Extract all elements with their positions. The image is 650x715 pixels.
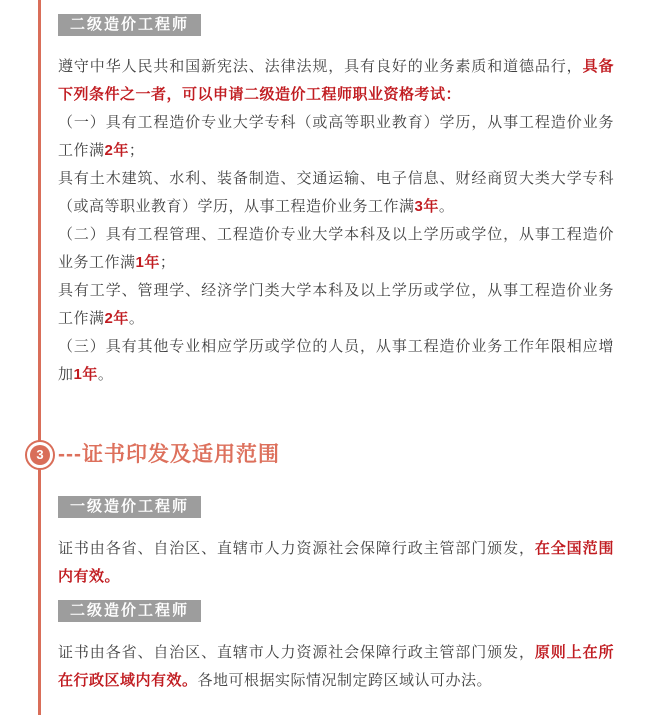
requirement-item-2: （二）具有工程管理、工程造价专业大学本科及以上学历或学位，从事工程造价业务工作满1年； [58,226,614,271]
section-number-circle [25,440,55,470]
requirement-item-1b: 具有土木建筑、水利、装备制造、交通运输、电子信息、财经商贸大类大学专科（或高等职业教育）学历，从事工程造价业务工作满3年。 [58,170,614,215]
requirement-intro-paragraph: 遵守中华人民共和国新宪法、法律法规，具有良好的业务素质和道德品行，具备下列条件之一者，可以申请二级造价工程师职业资格考试： [58,58,614,103]
badge-row-level2-top [58,14,614,36]
badge-level2-engineer-bottom: 二级造价工程师 [58,600,201,622]
certificate-level2-paragraph: 证书由各省、自治区、直辖市人力资源社会保障行政主管部门颁发，原则上在所在行政区域内有效。各地可根据实际情况制定跨区域认可办法。 [58,644,614,689]
badge-row-level2-bottom [58,600,614,622]
badge-row-level1 [58,496,614,518]
section-heading-text: ---证书印发及适用范围 [58,443,280,466]
badge-level1-engineer: 一级造价工程师 [58,496,201,518]
requirement-item-3: （三）具有其他专业相应学历或学位的人员，从事工程造价业务工作年限相应增加1年。 [58,338,614,383]
certificate-level1-paragraph: 证书由各省、自治区、直辖市人力资源社会保障行政主管部门颁发，在全国范围内有效。 [58,540,614,585]
section-number: 3 [30,445,50,465]
requirements-paragraphs [58,53,614,389]
accent-vertical-line [38,0,41,715]
section-heading-certificate [36,439,614,471]
article-content [36,0,614,695]
requirement-item-1: （一）具有工程造价专业大学专科（或高等职业教育）学历，从事工程造价业务工作满2年； [58,114,614,159]
requirement-item-2b: 具有工学、管理学、经济学门类大学本科及以上学历或学位，从事工程造价业务工作满2年。 [58,282,614,327]
badge-level2-engineer: 二级造价工程师 [58,14,201,36]
